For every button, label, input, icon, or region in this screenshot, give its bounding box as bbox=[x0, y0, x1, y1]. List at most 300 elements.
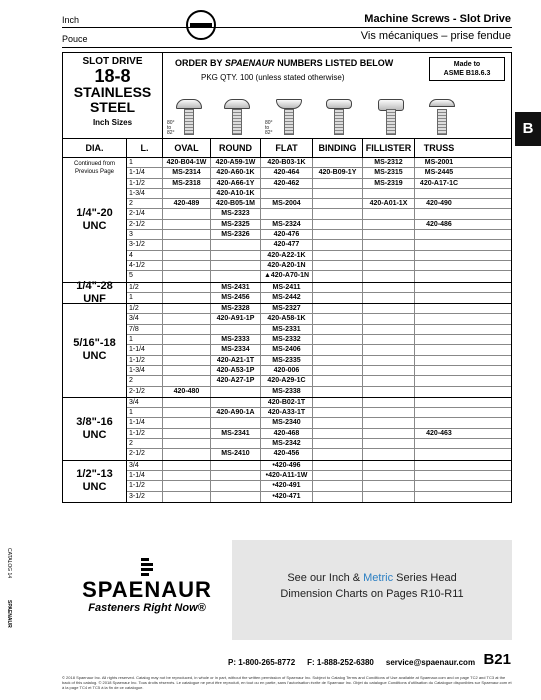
flat-cell[interactable]: •420-496 bbox=[261, 461, 313, 470]
flat-cell[interactable]: 420-462 bbox=[261, 179, 313, 188]
size-group bbox=[63, 279, 511, 305]
length-cell: 2-1/2 bbox=[127, 449, 163, 459]
length-cell: 5 bbox=[127, 271, 163, 281]
oval-cell bbox=[163, 492, 211, 502]
binding-cell bbox=[313, 408, 363, 417]
binding-head-screw-icon bbox=[326, 99, 352, 135]
page-number: B21 bbox=[483, 651, 511, 668]
package-note: PKG QTY. 100 (unless stated otherwise) bbox=[201, 73, 345, 82]
flat-cell[interactable]: •420-471 bbox=[261, 492, 313, 502]
col-fillister: FILLISTER bbox=[363, 139, 415, 157]
length-cell: 3/4 bbox=[127, 398, 163, 407]
table-row bbox=[127, 220, 511, 230]
table-row bbox=[127, 261, 511, 271]
flat-cell[interactable]: MS-2442 bbox=[261, 293, 313, 303]
length-cell: 4 bbox=[127, 251, 163, 260]
binding-cell bbox=[313, 240, 363, 249]
dia-label: 5/16"-18 UNC bbox=[73, 337, 116, 363]
round-cell[interactable]: MS-2334 bbox=[211, 345, 261, 354]
round-cell[interactable]: 420-A21-1T bbox=[211, 356, 261, 365]
binding-cell bbox=[313, 492, 363, 502]
round-cell[interactable]: 420-A66-1Y bbox=[211, 179, 261, 188]
product-table bbox=[62, 52, 512, 503]
dia-cell bbox=[63, 279, 127, 305]
binding-cell bbox=[313, 304, 363, 313]
flat-cell[interactable]: MS-2406 bbox=[261, 345, 313, 354]
dia-label: 1/4"-28 UNF bbox=[76, 279, 113, 305]
truss-cell bbox=[415, 461, 463, 470]
round-cell[interactable]: MS-2328 bbox=[211, 304, 261, 313]
length-cell: 3-1/2 bbox=[127, 240, 163, 249]
size-group bbox=[63, 304, 511, 398]
oval-cell bbox=[163, 314, 211, 323]
table-row bbox=[127, 240, 511, 250]
fillister-cell bbox=[363, 356, 415, 365]
truss-cell bbox=[415, 335, 463, 344]
length-cell: 4-1/2 bbox=[127, 261, 163, 270]
flat-cell[interactable]: 420-464 bbox=[261, 168, 313, 177]
length-cell: 1/2 bbox=[127, 283, 163, 292]
table-row bbox=[127, 314, 511, 324]
table-row bbox=[127, 199, 511, 209]
binding-cell bbox=[313, 471, 363, 480]
flat-cell[interactable]: 420-006 bbox=[261, 366, 313, 375]
promo-line-2: Dimension Charts on Pages R10-R11 bbox=[280, 588, 464, 600]
oval-cell bbox=[163, 271, 211, 281]
oval-cell bbox=[163, 376, 211, 385]
table-row bbox=[127, 251, 511, 261]
oval-cell[interactable]: MS-2314 bbox=[163, 168, 211, 177]
phone-number[interactable]: P: 1-800-265-8772 bbox=[228, 658, 296, 667]
oval-cell bbox=[163, 251, 211, 260]
table-row bbox=[127, 461, 511, 471]
truss-cell bbox=[415, 376, 463, 385]
copyright-notice: © 2018 Spaenaur Inc. All rights reserved. Catalog may not be reproduced, in whole or in part, without the written permission of Spaenaur Inc. Subject to Catalog Terms and Conditions of Use available at Spaenaur.com and on page TC2 and TC3 at the back of this catalog. © 2018 Spaenaur Inc. Tous droits réservés. Le catalogue ne peut être reproduit, en tout ou en partie, sans l'autorisation écrite de Spaenaur Inc. Objet du catalogue Conditions d'utilisation du Catalogue disponibles sur Spaenaur.com et à la page TC4 et TC5 à la fin de ce catalogue. bbox=[62, 675, 512, 690]
flat-cell[interactable]: MS-2335 bbox=[261, 356, 313, 365]
table-body bbox=[63, 158, 511, 502]
flat-cell[interactable]: MS-2338 bbox=[261, 387, 313, 397]
length-cell: 1-3/4 bbox=[127, 366, 163, 375]
round-cell[interactable]: 420-A10-1K bbox=[211, 189, 261, 198]
oval-cell bbox=[163, 240, 211, 249]
table-row bbox=[127, 293, 511, 303]
dia-label: 1/4"-20 UNC bbox=[76, 206, 113, 232]
round-cell[interactable]: MS-2325 bbox=[211, 220, 261, 229]
table-row bbox=[127, 335, 511, 345]
length-cell: 3/4 bbox=[127, 461, 163, 470]
round-cell bbox=[211, 325, 261, 334]
fillister-cell bbox=[363, 283, 415, 292]
binding-cell bbox=[313, 283, 363, 292]
table-row bbox=[127, 345, 511, 355]
truss-cell bbox=[415, 439, 463, 448]
oval-cell[interactable]: MS-2318 bbox=[163, 179, 211, 188]
flat-cell[interactable]: MS-2340 bbox=[261, 418, 313, 427]
round-cell bbox=[211, 251, 261, 260]
fillister-cell bbox=[363, 461, 415, 470]
binding-cell bbox=[313, 314, 363, 323]
oval-cell bbox=[163, 325, 211, 334]
fax-number: F: 1-888-252-6380 bbox=[307, 658, 374, 667]
round-cell[interactable]: MS-2410 bbox=[211, 449, 261, 459]
fillister-cell bbox=[363, 240, 415, 249]
logo-icon bbox=[138, 556, 156, 576]
round-cell[interactable]: 420-B05-1M bbox=[211, 199, 261, 208]
table-row bbox=[127, 429, 511, 439]
unit-label-fr: Pouce bbox=[62, 34, 88, 44]
binding-cell bbox=[313, 209, 363, 218]
fillister-cell bbox=[363, 314, 415, 323]
binding-cell bbox=[313, 271, 363, 281]
fillister-cell bbox=[363, 471, 415, 480]
binding-cell bbox=[313, 293, 363, 303]
dia-label: 1/2"-13 UNC bbox=[76, 468, 113, 494]
table-row bbox=[127, 230, 511, 240]
binding-cell bbox=[313, 387, 363, 397]
table-row bbox=[127, 366, 511, 376]
oval-cell bbox=[163, 408, 211, 417]
dia-cell bbox=[63, 461, 127, 502]
table-row bbox=[127, 398, 511, 408]
header-right bbox=[361, 13, 511, 42]
truss-cell[interactable]: 420-490 bbox=[426, 200, 452, 208]
table-row bbox=[127, 304, 511, 314]
unit-label-en: Inch bbox=[62, 15, 80, 25]
table-row bbox=[127, 492, 511, 502]
round-cell[interactable]: MS-2323 bbox=[211, 209, 261, 218]
flat-angle-label: 80° to 82° bbox=[265, 120, 273, 136]
length-cell: 1 bbox=[127, 335, 163, 344]
binding-cell bbox=[313, 261, 363, 270]
length-cell: 3-1/2 bbox=[127, 492, 163, 502]
oval-cell bbox=[163, 304, 211, 313]
catalog-label: CATALOG 14 bbox=[6, 548, 12, 579]
fillister-cell bbox=[363, 325, 415, 334]
table-row bbox=[127, 271, 511, 281]
round-cell[interactable]: 420-A90-1A bbox=[211, 408, 261, 417]
dia-cell bbox=[63, 304, 127, 397]
length-cell: 1-1/2 bbox=[127, 429, 163, 438]
flat-cell[interactable]: MS-2332 bbox=[261, 335, 313, 344]
fillister-head-screw-icon bbox=[378, 99, 404, 135]
binding-cell bbox=[313, 158, 363, 167]
truss-cell bbox=[415, 240, 463, 249]
binding-cell bbox=[313, 356, 363, 365]
table-row bbox=[127, 418, 511, 428]
flat-cell[interactable]: •420-491 bbox=[261, 481, 313, 490]
truss-cell[interactable]: MS-2445 bbox=[424, 169, 454, 177]
flat-cell[interactable]: 420-A22-1K bbox=[261, 251, 313, 260]
flat-cell[interactable]: 420-A33-1T bbox=[261, 408, 313, 417]
binding-cell bbox=[313, 366, 363, 375]
oval-cell bbox=[163, 293, 211, 303]
section-tab[interactable]: B bbox=[515, 112, 541, 146]
flat-cell[interactable]: MS-2342 bbox=[261, 439, 313, 448]
column-headers bbox=[63, 139, 511, 158]
table-row bbox=[127, 209, 511, 219]
table-row bbox=[127, 179, 511, 189]
email-link[interactable]: service@spaenaur.com bbox=[385, 658, 476, 667]
material-name-2: STEEL bbox=[89, 99, 136, 115]
col-round: ROUND bbox=[211, 139, 261, 157]
oval-cell bbox=[163, 439, 211, 448]
continued-note: Continued from Previous Page bbox=[73, 161, 116, 175]
truss-cell bbox=[415, 261, 463, 270]
truss-cell[interactable]: 420-A17-1C bbox=[419, 179, 459, 187]
fillister-cell bbox=[363, 439, 415, 448]
truss-cell[interactable]: MS-2001 bbox=[424, 159, 454, 166]
length-cell: 1-3/4 bbox=[127, 189, 163, 198]
round-cell[interactable]: 420-A53-1P bbox=[211, 366, 261, 375]
truss-cell bbox=[415, 481, 463, 490]
length-cell: 1 bbox=[127, 408, 163, 417]
flat-cell[interactable]: MS-2004 bbox=[261, 199, 313, 208]
brand-tagline: Fasteners Right Now® bbox=[88, 602, 206, 614]
length-cell: 2 bbox=[127, 376, 163, 385]
fillister-cell[interactable]: 420-A01-1X bbox=[363, 199, 415, 208]
length-cell: 1 bbox=[127, 158, 163, 167]
size-group bbox=[63, 461, 511, 502]
fillister-cell bbox=[363, 376, 415, 385]
flat-cell[interactable]: ▲420-A70-1N bbox=[261, 271, 313, 281]
length-cell: 1 bbox=[127, 293, 163, 303]
binding-cell bbox=[313, 461, 363, 470]
truss-cell bbox=[415, 209, 463, 218]
fillister-cell bbox=[363, 492, 415, 502]
fillister-cell bbox=[363, 418, 415, 427]
round-cell bbox=[211, 240, 261, 249]
length-cell: 1-1/2 bbox=[127, 481, 163, 490]
fillister-cell[interactable]: MS-2312 bbox=[363, 158, 415, 167]
round-cell bbox=[211, 439, 261, 448]
fillister-cell bbox=[363, 271, 415, 281]
round-cell[interactable]: MS-2341 bbox=[211, 429, 261, 438]
round-cell bbox=[211, 492, 261, 502]
oval-cell[interactable]: 420-480 bbox=[163, 387, 211, 397]
truss-cell bbox=[415, 283, 463, 292]
fillister-cell bbox=[363, 293, 415, 303]
oval-cell bbox=[163, 220, 211, 229]
table-row bbox=[127, 168, 511, 178]
oval-cell bbox=[163, 189, 211, 198]
fillister-cell[interactable]: MS-2315 bbox=[363, 168, 415, 177]
fillister-cell bbox=[363, 366, 415, 375]
binding-cell bbox=[313, 189, 363, 198]
order-note: ORDER BY SPAENAUR NUMBERS LISTED BELOW bbox=[175, 58, 394, 68]
truss-cell bbox=[415, 251, 463, 260]
oval-cell[interactable]: 420-489 bbox=[163, 199, 211, 208]
oval-cell bbox=[163, 449, 211, 459]
length-cell: 1-1/4 bbox=[127, 471, 163, 480]
binding-cell bbox=[313, 230, 363, 239]
fillister-cell bbox=[363, 398, 415, 407]
binding-cell bbox=[313, 325, 363, 334]
standard-box: Made to ASME B18.6.3 bbox=[429, 57, 505, 81]
fillister-cell bbox=[363, 209, 415, 218]
oval-cell bbox=[163, 398, 211, 407]
truss-cell bbox=[415, 356, 463, 365]
flat-cell bbox=[261, 189, 313, 198]
table-row bbox=[127, 471, 511, 481]
length-cell: 3/4 bbox=[127, 314, 163, 323]
table-row bbox=[127, 481, 511, 491]
truss-cell bbox=[415, 293, 463, 303]
binding-cell bbox=[313, 418, 363, 427]
oval-cell bbox=[163, 429, 211, 438]
truss-cell bbox=[415, 449, 463, 459]
col-flat: FLAT bbox=[261, 139, 313, 157]
length-cell: 2-1/2 bbox=[127, 387, 163, 397]
truss-cell[interactable]: 420-486 bbox=[426, 220, 452, 228]
binding-cell bbox=[313, 376, 363, 385]
size-group bbox=[63, 158, 511, 283]
dia-label: 3/8"-16 UNC bbox=[76, 415, 113, 441]
oval-cell bbox=[163, 261, 211, 270]
flat-cell[interactable]: MS-2327 bbox=[261, 304, 313, 313]
col-truss: TRUSS bbox=[423, 143, 455, 153]
oval-cell bbox=[163, 209, 211, 218]
truss-cell[interactable]: 420-463 bbox=[426, 429, 452, 437]
binding-cell bbox=[313, 481, 363, 490]
round-cell[interactable]: 420-A60-1K bbox=[211, 168, 261, 177]
length-cell: 2-1/2 bbox=[127, 220, 163, 229]
table-row bbox=[127, 408, 511, 418]
flat-cell[interactable]: 420-A20-1N bbox=[261, 261, 313, 270]
truss-cell bbox=[415, 345, 463, 354]
truss-cell bbox=[415, 189, 463, 198]
round-cell bbox=[211, 261, 261, 270]
oval-cell[interactable]: 420-B04-1W bbox=[163, 158, 211, 167]
binding-cell bbox=[313, 429, 363, 438]
binding-cell bbox=[313, 398, 363, 407]
round-cell[interactable]: 420-A91-1P bbox=[211, 314, 261, 323]
header-divider bbox=[62, 47, 512, 48]
flat-cell bbox=[261, 209, 313, 218]
material-grade: 18-8 bbox=[94, 66, 131, 86]
length-cell: 2 bbox=[127, 199, 163, 208]
oval-cell bbox=[163, 283, 211, 292]
oval-cell bbox=[163, 335, 211, 344]
flat-cell[interactable]: 420-476 bbox=[261, 230, 313, 239]
round-cell[interactable]: MS-2333 bbox=[211, 335, 261, 344]
dia-cell bbox=[63, 398, 127, 460]
flat-cell[interactable]: MS-2331 bbox=[261, 325, 313, 334]
length-cell: 2-1/4 bbox=[127, 209, 163, 218]
col-length: L. bbox=[127, 139, 163, 157]
table-row bbox=[127, 439, 511, 449]
truss-cell bbox=[415, 366, 463, 375]
fillister-cell bbox=[363, 230, 415, 239]
binding-cell[interactable]: 420-B09-1Y bbox=[313, 168, 363, 177]
flat-cell[interactable]: MS-2324 bbox=[261, 220, 313, 229]
col-binding: BINDING bbox=[313, 139, 363, 157]
brand-logo bbox=[62, 556, 232, 640]
contact-footer bbox=[228, 658, 475, 667]
length-cell: 1-1/4 bbox=[127, 345, 163, 354]
fillister-cell bbox=[363, 345, 415, 354]
flat-cell[interactable]: 420-A29-1C bbox=[261, 376, 313, 385]
table-row bbox=[127, 376, 511, 386]
flat-cell[interactable]: 420-B02-1T bbox=[261, 398, 313, 407]
slot-drive-icon bbox=[186, 10, 216, 40]
round-head-screw-icon bbox=[224, 99, 250, 135]
table-row bbox=[127, 356, 511, 366]
length-cell: 1/2 bbox=[127, 304, 163, 313]
size-group bbox=[63, 398, 511, 461]
fillister-cell[interactable]: MS-2319 bbox=[363, 179, 415, 188]
col-oval: OVAL bbox=[163, 139, 211, 157]
oval-cell bbox=[163, 471, 211, 480]
promo-box[interactable] bbox=[232, 540, 512, 640]
length-cell: 1-1/2 bbox=[127, 179, 163, 188]
fillister-cell bbox=[363, 429, 415, 438]
flat-cell[interactable]: 420-A58-1K bbox=[261, 314, 313, 323]
truss-cell bbox=[415, 271, 463, 281]
oval-angle-label: 80° to 82° bbox=[167, 120, 175, 136]
round-cell bbox=[211, 387, 261, 397]
truss-cell bbox=[415, 304, 463, 313]
flat-cell[interactable]: 420-456 bbox=[261, 449, 313, 459]
flat-cell[interactable]: MS-2411 bbox=[261, 283, 313, 292]
page-title: Machine Screws - Slot Drive bbox=[364, 13, 511, 25]
table-row bbox=[127, 449, 511, 459]
table-row bbox=[127, 158, 511, 168]
brand-vertical-label: SPAENAUR bbox=[6, 600, 12, 628]
fillister-cell bbox=[363, 189, 415, 198]
table-row bbox=[127, 387, 511, 397]
oval-cell bbox=[163, 461, 211, 470]
round-cell[interactable]: MS-2456 bbox=[211, 293, 261, 303]
flat-cell[interactable]: 420-468 bbox=[261, 429, 313, 438]
fillister-cell bbox=[363, 251, 415, 260]
round-cell[interactable]: 420-A27-1P bbox=[211, 376, 261, 385]
flat-cell[interactable]: 420-B03-1K bbox=[261, 158, 313, 167]
promo-line-1: See our Inch & Metric Series Head bbox=[287, 572, 457, 584]
truss-cell bbox=[415, 314, 463, 323]
oval-cell bbox=[163, 230, 211, 239]
fillister-cell bbox=[363, 449, 415, 459]
table-header-area bbox=[63, 53, 511, 139]
round-cell[interactable]: MS-2326 bbox=[211, 230, 261, 239]
binding-cell bbox=[313, 449, 363, 459]
fillister-cell bbox=[363, 220, 415, 229]
page-subtitle: Vis mécaniques – prise fendue bbox=[360, 30, 511, 42]
size-system: Inch Sizes bbox=[92, 118, 133, 127]
round-cell[interactable]: MS-2431 bbox=[211, 283, 261, 292]
truss-cell bbox=[415, 387, 463, 397]
table-row bbox=[127, 325, 511, 335]
flat-cell[interactable]: 420-477 bbox=[261, 240, 313, 249]
truss-cell bbox=[415, 398, 463, 407]
flat-cell[interactable]: •420-A11-1W bbox=[261, 471, 313, 480]
binding-cell bbox=[313, 439, 363, 448]
oval-cell bbox=[163, 481, 211, 490]
binding-cell bbox=[313, 335, 363, 344]
material-box bbox=[63, 53, 163, 138]
oval-cell bbox=[163, 418, 211, 427]
fillister-cell bbox=[363, 335, 415, 344]
truss-cell bbox=[415, 418, 463, 427]
round-cell bbox=[211, 481, 261, 490]
length-cell: 1-1/2 bbox=[127, 356, 163, 365]
binding-cell bbox=[313, 179, 363, 188]
fillister-cell bbox=[363, 408, 415, 417]
truss-cell bbox=[415, 492, 463, 502]
truss-cell bbox=[415, 471, 463, 480]
flat-head-screw-icon bbox=[276, 99, 302, 135]
round-cell[interactable]: 420-A59-1W bbox=[211, 158, 261, 167]
length-cell: 2 bbox=[127, 439, 163, 448]
